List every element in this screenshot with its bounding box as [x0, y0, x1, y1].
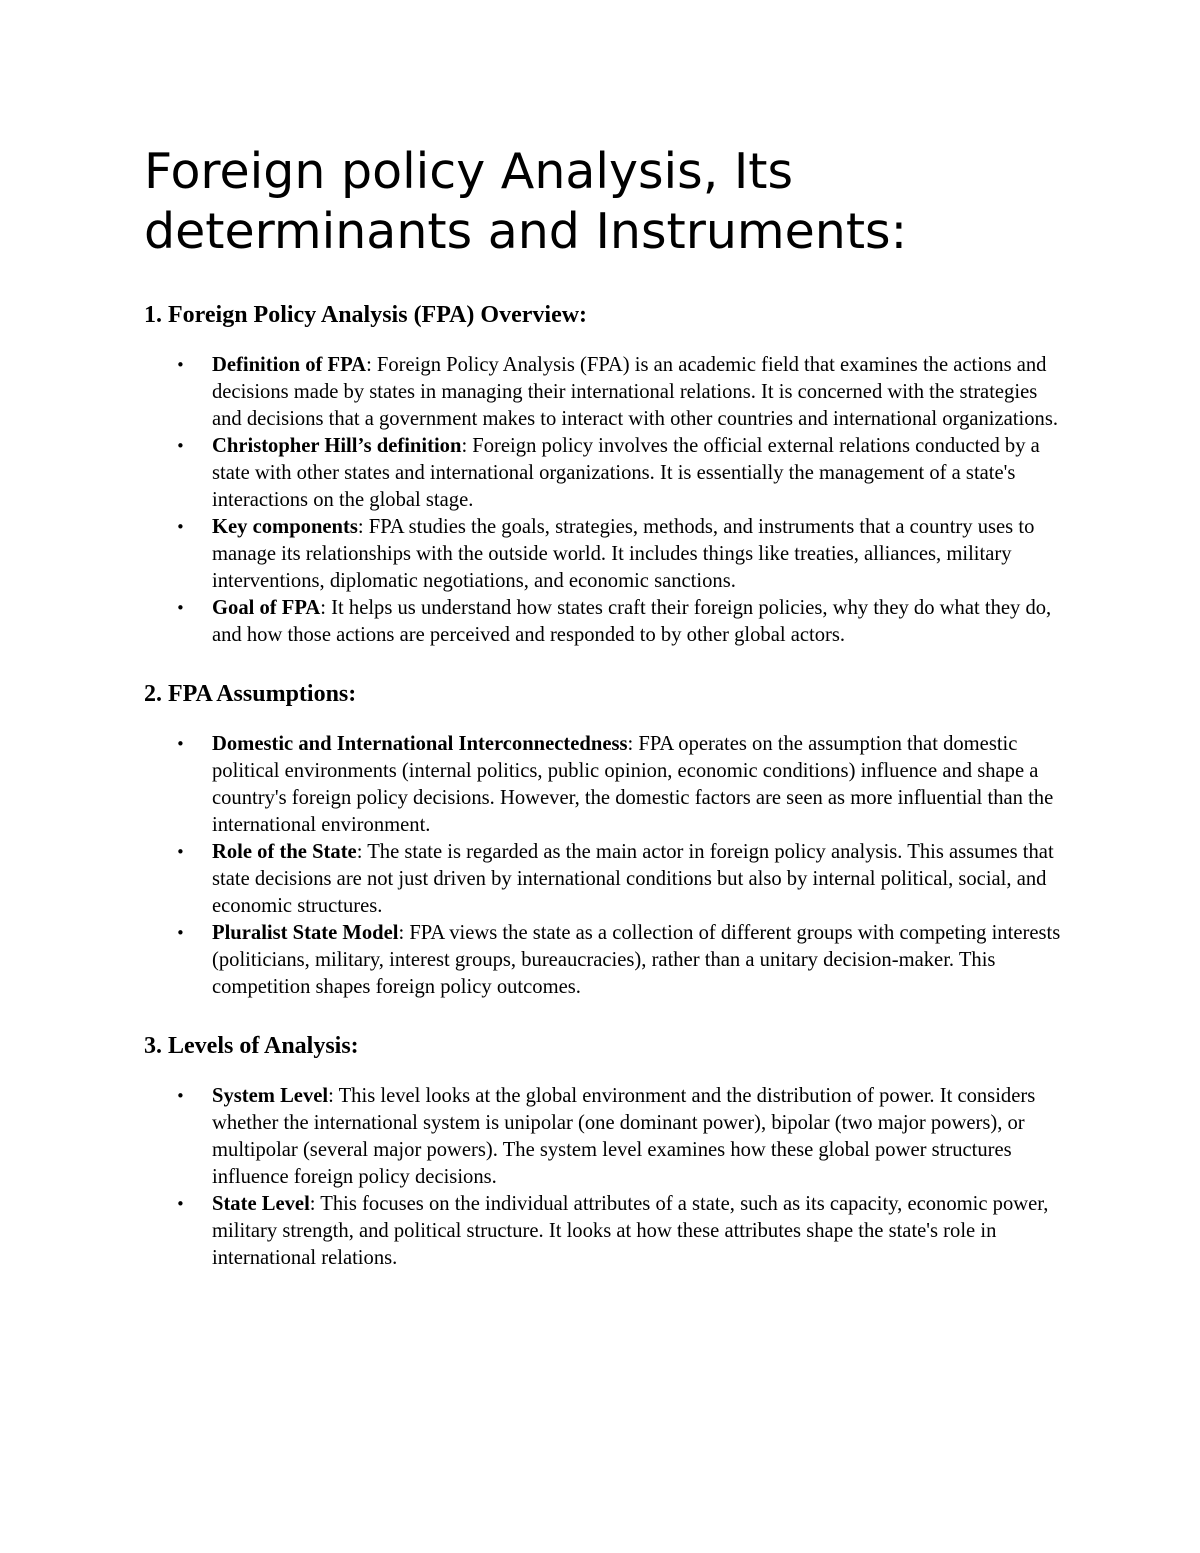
- bullet-list-fpa-assumptions: [144, 731, 1069, 1001]
- bullet-icon: •: [176, 924, 185, 942]
- bullet-text: : FPA studies the goals, strategies, methods, and instruments that a country uses to manage its relationships with the outside world. It includes things like treaties, alliances, military interventions, diplomatic negotiations, and economic sanctions.: [212, 516, 1035, 592]
- bullet-text: : FPA operates on the assumption that domestic political environments (internal politics, public opinion, economic conditions) influence and shape a country's foreign policy decisions. However, the domestic factors are seen as more influential than the international environment.: [212, 733, 1054, 836]
- bullet-text: : The state is regarded as the main actor in foreign policy analysis. This assumes that state decisions are not just driven by international conditions but also by internal political, social, and economic structures.: [212, 841, 1054, 917]
- bullet-icon: •: [176, 1087, 185, 1105]
- list-item: [144, 595, 1069, 649]
- bullet-term: Domestic and International Interconnectedness: [212, 733, 628, 755]
- list-item: [144, 920, 1069, 1001]
- bullet-list-levels-of-analysis: [144, 1083, 1069, 1272]
- bullet-text: : FPA views the state as a collection of different groups with competing interests (politicians, military, interest groups, bureaucracies), rather than a unitary decision-maker. This competition shapes foreign policy outcomes.: [212, 922, 1061, 998]
- section-heading-levels-of-analysis: 3. Levels of Analysis:: [144, 1033, 359, 1059]
- bullet-text: : This focuses on the individual attributes of a state, such as its capacity, economic power, military strength, and political structure. It looks at how these attributes shape the state's role in international relations.: [212, 1193, 1049, 1269]
- bullet-term: Pluralist State Model: [212, 922, 399, 944]
- bullet-term: System Level: [212, 1085, 329, 1107]
- list-item: [144, 1191, 1069, 1272]
- bullet-term: Christopher Hill’s definition: [212, 435, 462, 457]
- bullet-icon: •: [176, 1195, 185, 1213]
- bullet-text: : Foreign Policy Analysis (FPA) is an academic field that examines the actions and decisions made by states in managing their international relations. It is concerned with the strategies and decisions that a government makes to interact with other countries and international organizations.: [212, 354, 1059, 430]
- section-heading-fpa-assumptions: 2. FPA Assumptions:: [144, 681, 357, 707]
- bullet-term: State Level: [212, 1193, 310, 1215]
- bullet-term: Goal of FPA: [212, 597, 321, 619]
- list-item: [144, 839, 1069, 920]
- bullet-icon: •: [176, 518, 185, 536]
- document-title: Foreign policy Analysis, Its determinants and Instruments:: [144, 143, 908, 260]
- bullet-term: Definition of FPA: [212, 354, 367, 376]
- list-item: [144, 731, 1069, 839]
- bullet-icon: •: [176, 356, 185, 374]
- list-item: [144, 352, 1069, 433]
- bullet-term: Role of the State: [212, 841, 357, 863]
- bullet-icon: •: [176, 735, 185, 753]
- document-body: [144, 142, 1069, 1302]
- bullet-text: : It helps us understand how states craft their foreign policies, why they do what they do, and how those actions are perceived and responded to by other global actors.: [212, 597, 1052, 646]
- section-heading-fpa-overview: 1. Foreign Policy Analysis (FPA) Overview:: [144, 302, 588, 328]
- list-item: [144, 514, 1069, 595]
- bullet-icon: •: [176, 599, 185, 617]
- bullet-text: : This level looks at the global environment and the distribution of power. It considers whether the international system is unipolar (one dominant power), bipolar (two major powers), or multipolar (several major powers). The system level examines how these global power structures influence foreign policy decisions.: [212, 1085, 1036, 1188]
- list-item: [144, 1083, 1069, 1191]
- bullet-icon: •: [176, 437, 185, 455]
- bullet-icon: •: [176, 843, 185, 861]
- list-item: [144, 433, 1069, 514]
- bullet-text: : Foreign policy involves the official external relations conducted by a state with other states and international organizations. It is essentially the management of a state's interactions on the global stage.: [212, 435, 1040, 511]
- bullet-list-fpa-overview: [144, 352, 1069, 649]
- bullet-term: Key components: [212, 516, 358, 538]
